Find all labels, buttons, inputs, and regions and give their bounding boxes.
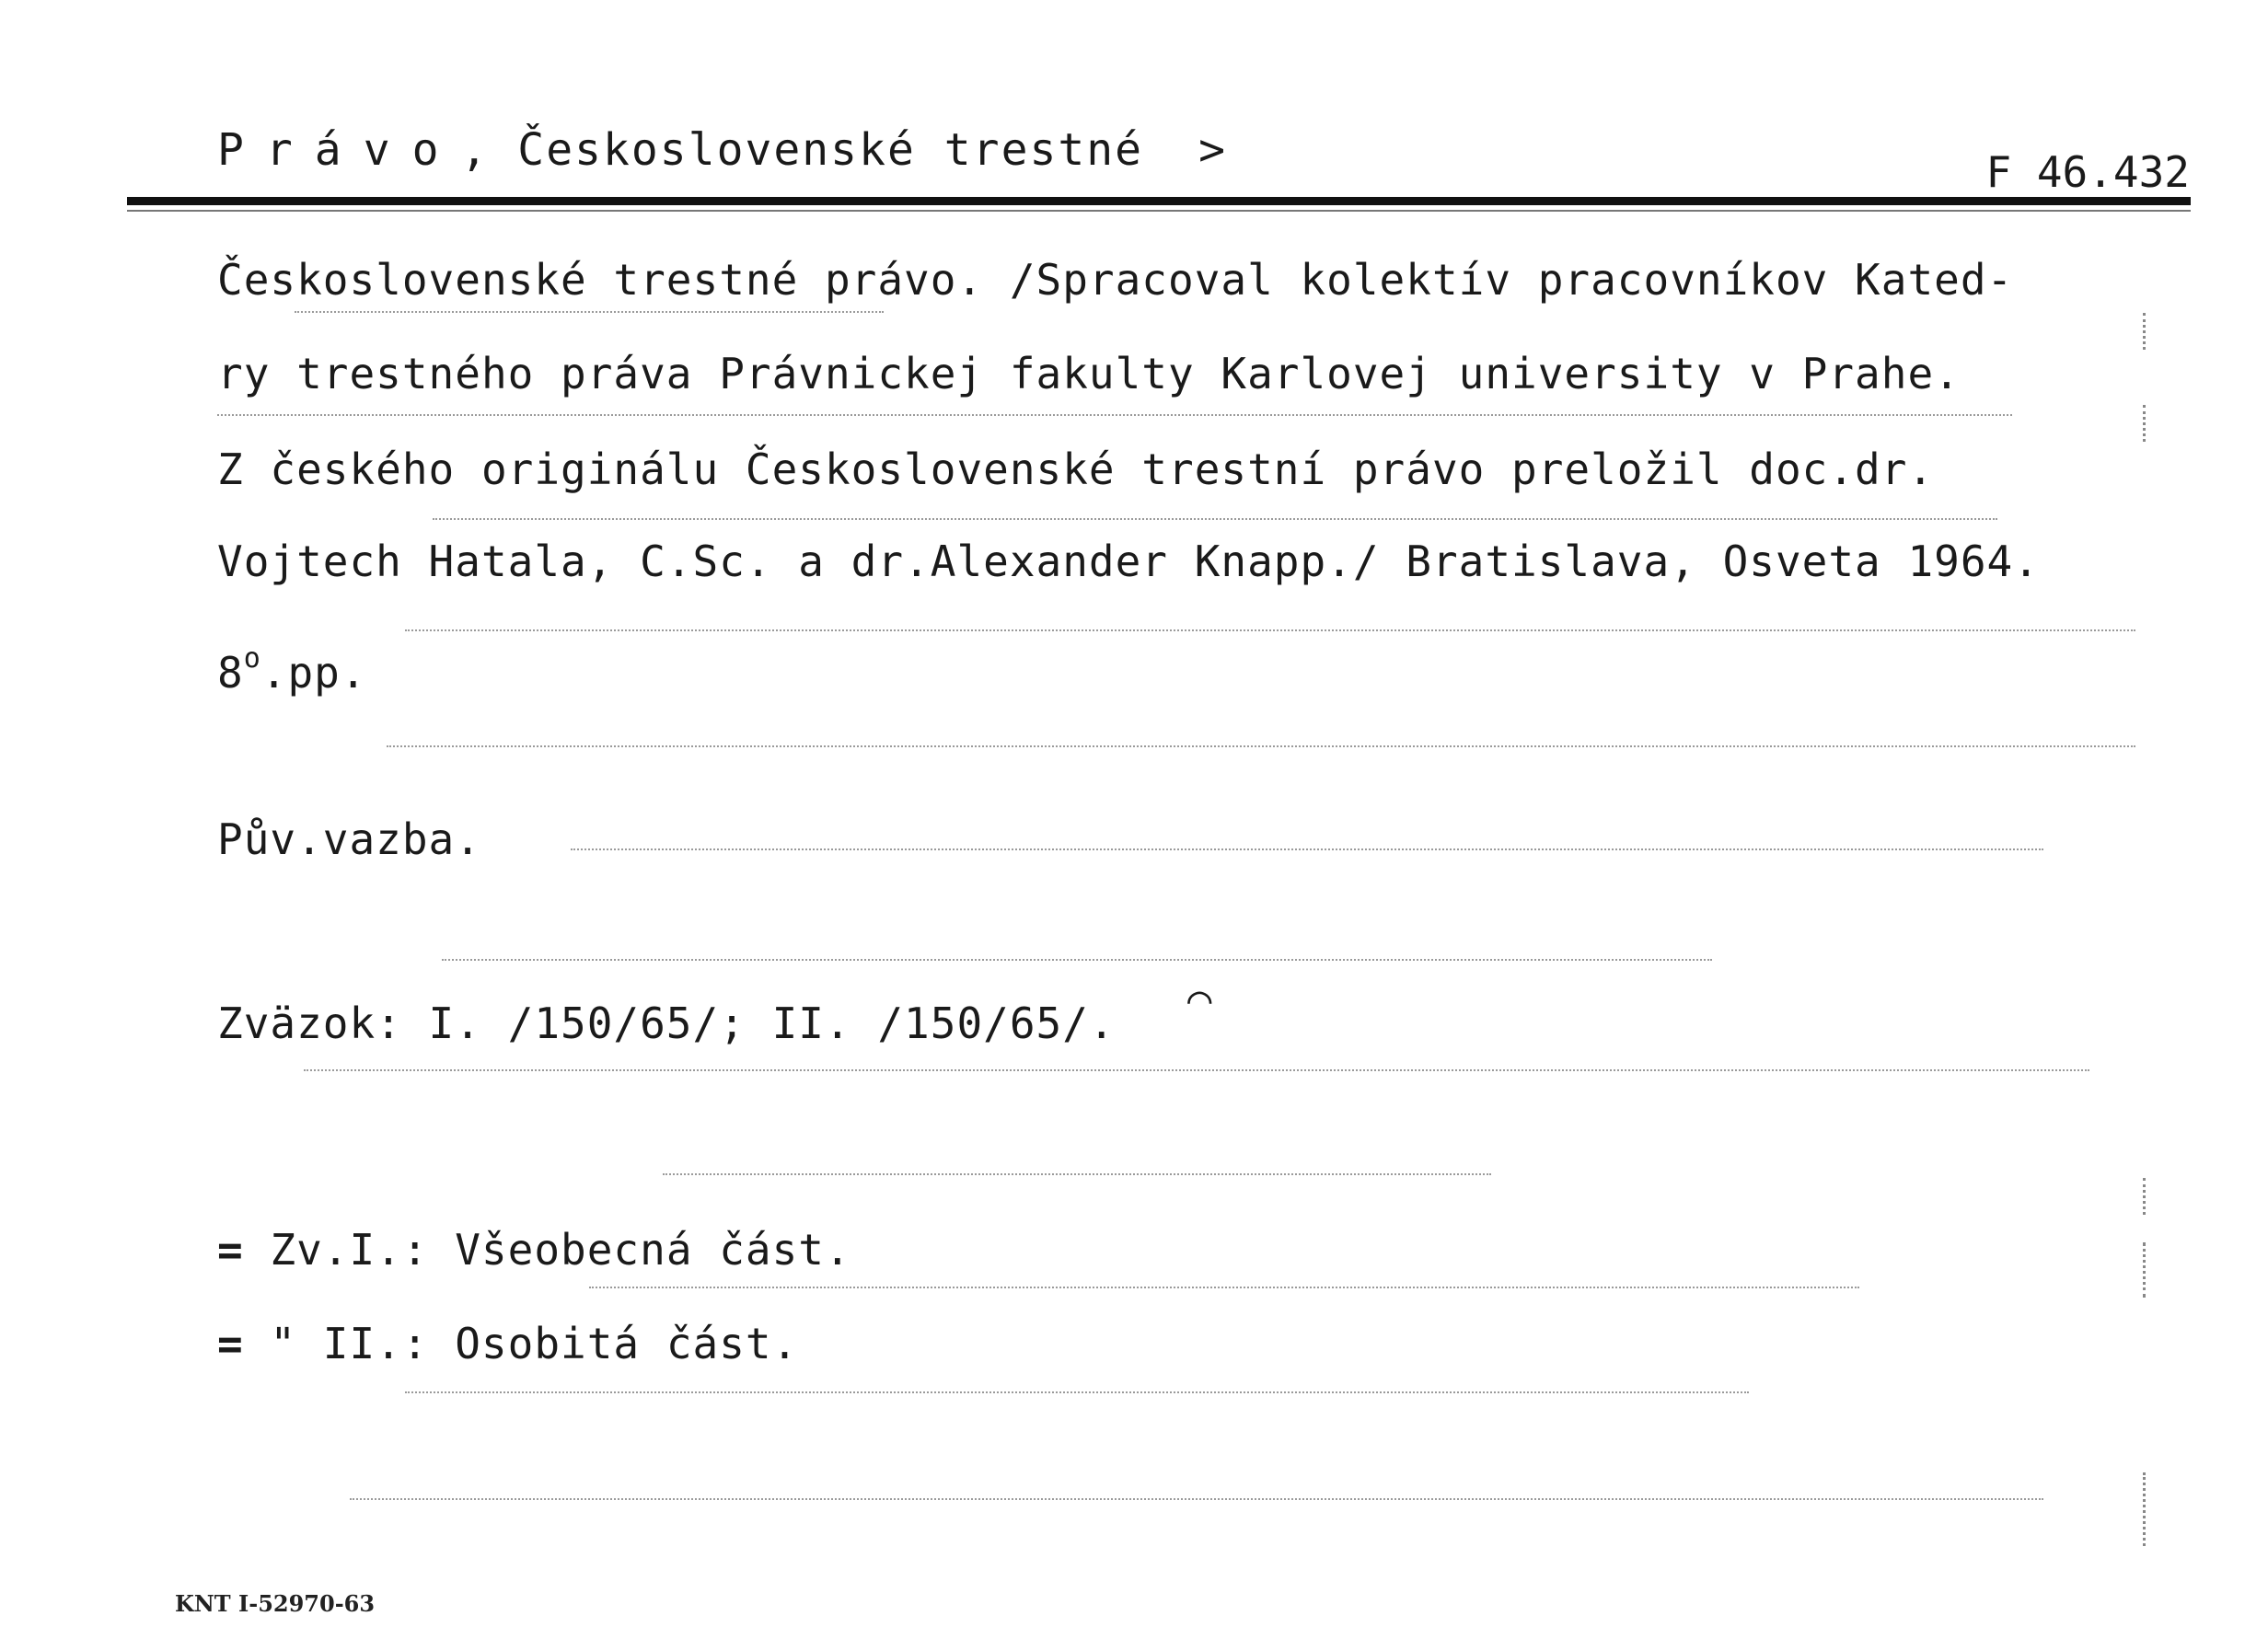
body-line-4: Vojtech Hatala, C.Sc. a dr.Alexander Knapp./ Bratislava, Osveta 1964. — [217, 537, 2040, 586]
binding-note: Pův.vazba. — [217, 814, 481, 864]
format-number: 8 — [217, 648, 244, 698]
dotted-guide — [387, 745, 2135, 747]
contents-volume-1 — [217, 1224, 851, 1275]
format-superscript: o — [243, 642, 261, 675]
equals-marker: = — [217, 1319, 244, 1368]
dotted-guide — [663, 1173, 1491, 1175]
body-line-5 — [217, 633, 367, 698]
check-mark-icon: ⌒ — [1187, 975, 1212, 1022]
edge-mark — [2143, 405, 2148, 442]
dotted-guide — [217, 414, 2012, 416]
format-pages: .pp. — [260, 648, 367, 698]
heading-rule — [127, 197, 2191, 205]
dotted-guide — [442, 959, 1712, 961]
volume-2-title: " II.: Osobitá část. — [270, 1319, 799, 1368]
dotted-guide — [405, 1391, 1749, 1393]
heading-rest: , Československé trestné — [460, 124, 1144, 176]
dotted-guide — [350, 1498, 2043, 1500]
heading-rule-thin — [127, 210, 2191, 212]
dotted-guide — [589, 1287, 1859, 1288]
printer-imprint: KNT I-52970-63 — [175, 1590, 376, 1617]
dotted-guide — [304, 1069, 2089, 1071]
body-line-2: ry trestného práva Právnickej fakulty Karlovej university v Prahe. — [217, 349, 1961, 398]
dotted-guide — [571, 848, 2043, 850]
edge-mark — [2143, 1472, 2148, 1546]
contents-volume-2 — [217, 1318, 798, 1369]
card-heading — [217, 124, 1227, 176]
heading-subject: Právo — [217, 124, 461, 176]
body-line-1: Československé trestné právo. /Spracoval kolektív pracovníkov Kated- — [217, 255, 2014, 305]
heading-mark: > — [1198, 124, 1227, 176]
equals-marker: = — [217, 1225, 244, 1275]
edge-mark — [2143, 313, 2148, 350]
volume-1-title: Zv.I.: Všeobecná část. — [270, 1225, 851, 1275]
dotted-guide — [295, 311, 884, 313]
body-line-3: Z českého originálu Československé trestní právo preložil doc.dr. — [217, 444, 1935, 494]
dotted-guide — [405, 629, 2135, 631]
dotted-guide — [433, 518, 1997, 520]
call-number: F 46.432 — [1985, 147, 2190, 197]
edge-mark — [2143, 1178, 2148, 1215]
edge-mark — [2143, 1242, 2148, 1298]
volumes-note: Zväzok: I. /150/65/; II. /150/65/. — [217, 998, 1116, 1048]
